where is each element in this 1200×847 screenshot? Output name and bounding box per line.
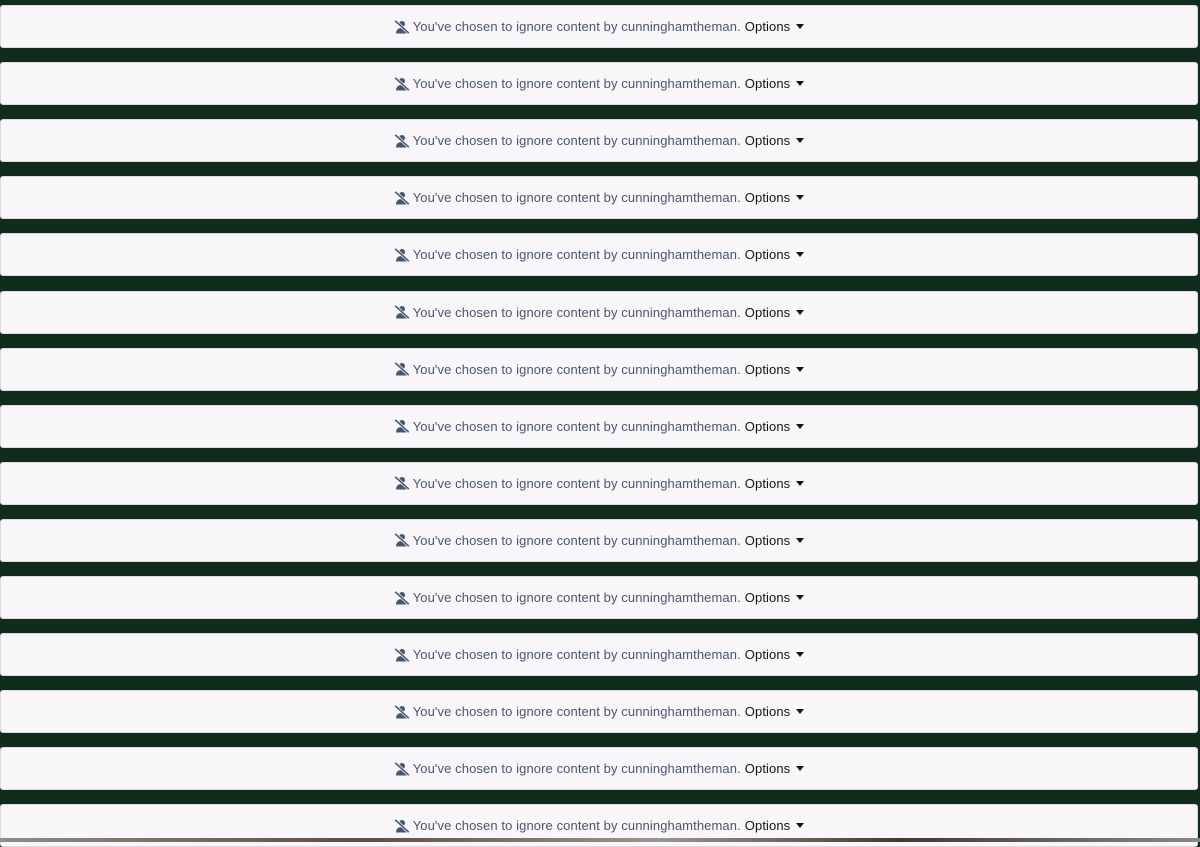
ignore-notice-text: You've chosen to ignore content by cunninghamtheman. (412, 704, 741, 720)
options-label: Options (744, 704, 791, 720)
ignored-content-notice (0, 519, 1198, 562)
ignored-content-notice (0, 176, 1198, 219)
ignored-content-notice (0, 747, 1198, 790)
caret-down-icon (796, 310, 804, 315)
options-label: Options (744, 532, 791, 548)
caret-down-icon (796, 481, 804, 486)
user-slash-icon (394, 305, 410, 319)
ignored-content-notice (0, 576, 1198, 619)
user-slash-icon (394, 134, 410, 148)
notice-content (394, 818, 805, 833)
ignored-content-notice (0, 462, 1198, 505)
notice-content (394, 133, 805, 148)
caret-down-icon (796, 367, 804, 372)
user-slash-icon (394, 191, 410, 205)
notice-content (394, 590, 805, 605)
options-menu-button[interactable] (745, 247, 805, 262)
notice-content (394, 704, 805, 719)
options-label: Options (744, 818, 791, 834)
caret-down-icon (796, 709, 804, 714)
ignore-notice-text: You've chosen to ignore content by cunninghamtheman. (412, 19, 741, 34)
options-menu-button[interactable] (745, 190, 805, 205)
ignore-notice-text: You've chosen to ignore content by cunninghamtheman. (412, 590, 741, 605)
ignored-content-notice (0, 291, 1198, 334)
options-menu-button[interactable] (745, 761, 805, 776)
notice-content (394, 305, 805, 320)
options-menu-button[interactable] (745, 590, 805, 605)
user-slash-icon (394, 705, 410, 719)
ignore-notice-text: You've chosen to ignore content by cunninghamtheman. (412, 304, 741, 320)
options-menu-button[interactable] (745, 476, 805, 491)
options-label: Options (744, 418, 791, 434)
ignore-notice-text: You've chosen to ignore content by cunninghamtheman. (412, 475, 741, 491)
ignore-notice-text: You've chosen to ignore content by cunninghamtheman. (412, 190, 741, 206)
user-slash-icon (394, 248, 410, 262)
options-label: Options (744, 133, 791, 149)
options-menu-button[interactable] (745, 419, 805, 434)
options-menu-button[interactable] (745, 704, 805, 719)
options-menu-button[interactable] (745, 533, 805, 548)
ignore-notice-text: You've chosen to ignore content by cunninghamtheman. (412, 532, 741, 548)
options-menu-button[interactable] (745, 76, 805, 91)
notice-content (394, 761, 805, 776)
options-menu-button[interactable] (745, 133, 805, 148)
options-label: Options (744, 76, 791, 92)
caret-down-icon (796, 823, 804, 828)
user-slash-icon (394, 419, 410, 433)
ignore-notice-text: You've chosen to ignore content by cunninghamtheman. (412, 818, 741, 834)
notice-content (394, 476, 805, 491)
ignore-notice-text: You've chosen to ignore content by cunninghamtheman. (412, 418, 741, 434)
caret-down-icon (796, 652, 804, 657)
background-image-strip (0, 838, 1200, 842)
notice-content (394, 247, 805, 262)
ignored-content-notice (0, 62, 1198, 105)
options-menu-button[interactable] (745, 19, 805, 34)
user-slash-icon (394, 762, 410, 776)
ignore-notice-text: You've chosen to ignore content by cunninghamtheman. (412, 247, 741, 263)
options-label: Options (744, 19, 791, 34)
ignore-notice-text: You've chosen to ignore content by cunninghamtheman. (412, 133, 741, 149)
options-menu-button[interactable] (745, 818, 805, 833)
user-slash-icon (394, 20, 410, 34)
user-slash-icon (394, 648, 410, 662)
caret-down-icon (796, 81, 804, 86)
caret-down-icon (796, 424, 804, 429)
ignore-notice-text: You've chosen to ignore content by cunninghamtheman. (412, 76, 741, 92)
user-slash-icon (394, 476, 410, 490)
options-label: Options (744, 190, 791, 206)
notice-content (394, 647, 805, 662)
options-label: Options (744, 647, 791, 663)
caret-down-icon (796, 538, 804, 543)
caret-down-icon (796, 595, 804, 600)
ignore-notice-text: You've chosen to ignore content by cunninghamtheman. (412, 647, 741, 663)
ignored-content-notice (0, 233, 1198, 276)
ignored-content-notice (0, 405, 1198, 448)
ignored-content-notice (0, 690, 1198, 733)
options-label: Options (744, 475, 791, 491)
ignored-content-notice (0, 633, 1198, 676)
caret-down-icon (796, 24, 804, 29)
ignored-content-notice (0, 119, 1198, 162)
options-label: Options (744, 761, 791, 777)
options-menu-button[interactable] (745, 305, 805, 320)
user-slash-icon (394, 533, 410, 547)
notice-content (394, 19, 805, 34)
caret-down-icon (796, 195, 804, 200)
user-slash-icon (394, 819, 410, 833)
options-menu-button[interactable] (745, 647, 805, 662)
user-slash-icon (394, 591, 410, 605)
notice-content (394, 190, 805, 205)
notice-content (394, 76, 805, 91)
user-slash-icon (394, 77, 410, 91)
ignored-content-notice (0, 348, 1198, 391)
caret-down-icon (796, 138, 804, 143)
options-label: Options (744, 361, 791, 377)
notice-content (394, 362, 805, 377)
options-label: Options (744, 247, 791, 263)
caret-down-icon (796, 252, 804, 257)
user-slash-icon (394, 362, 410, 376)
options-label: Options (744, 590, 791, 605)
options-label: Options (744, 304, 791, 320)
ignore-notice-text: You've chosen to ignore content by cunninghamtheman. (412, 361, 741, 377)
ignore-notice-text: You've chosen to ignore content by cunninghamtheman. (412, 761, 741, 777)
ignored-content-notice (0, 5, 1198, 48)
notice-content (394, 419, 805, 434)
caret-down-icon (796, 766, 804, 771)
notice-content (394, 533, 805, 548)
options-menu-button[interactable] (745, 362, 805, 377)
